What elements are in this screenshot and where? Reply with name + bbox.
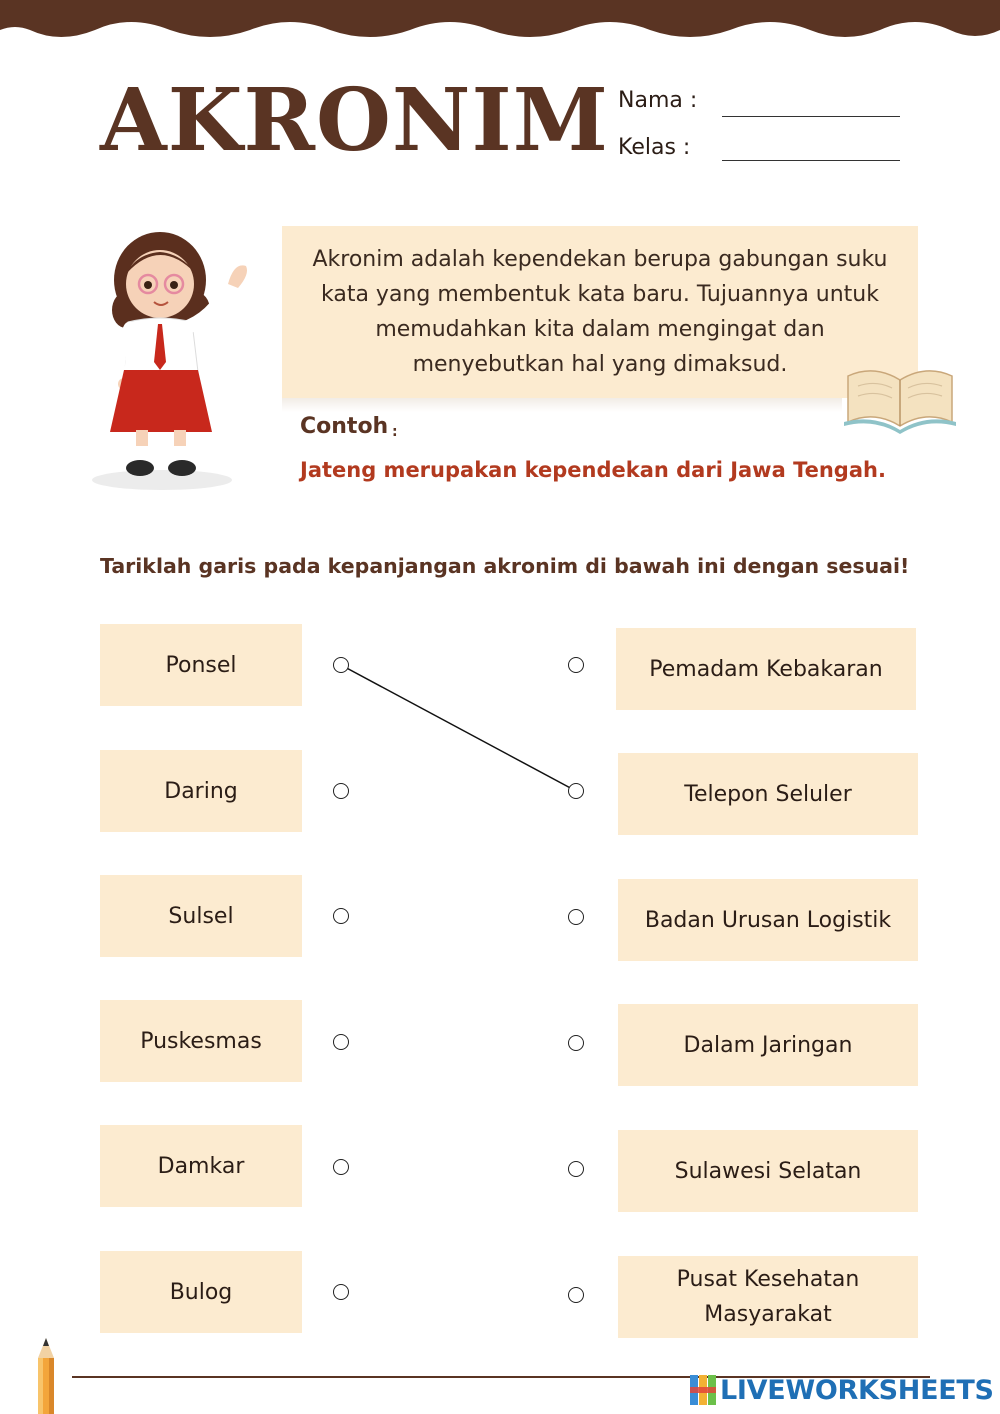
- schoolgirl-illustration: [88, 222, 268, 502]
- acronym-label: Ponsel: [165, 652, 237, 678]
- right-anchor-dot[interactable]: [568, 909, 584, 925]
- expansion-card: [618, 1130, 918, 1212]
- acronym-card: [100, 624, 302, 706]
- definition-shadow: [282, 398, 842, 412]
- example-text: Jateng merupakan kependekan dari Jawa Tengah.: [300, 458, 886, 482]
- left-anchor-dot[interactable]: [333, 783, 349, 799]
- liveworksheets-logo[interactable]: [690, 1374, 994, 1406]
- liveworksheets-logo-text: LIVEWORKSHEETS: [720, 1374, 994, 1406]
- expansion-label: Telepon Seluler: [684, 781, 852, 807]
- connection-line-ponsel-telepon: [341, 665, 576, 791]
- definition-text: Akronim adalah kependekan berupa gabungan suku kata yang membentuk kata baru. Tujuannya untuk memudahkan kita dalam mengingat dan menyebutkan hal yang dimaksud.: [312, 247, 888, 377]
- page-title: AKRONIM: [100, 70, 609, 171]
- acronym-label: Puskesmas: [140, 1028, 262, 1054]
- acronym-label: Sulsel: [168, 903, 234, 929]
- right-anchor-dot[interactable]: [568, 783, 584, 799]
- left-anchor-dot[interactable]: [333, 1159, 349, 1175]
- pencil-icon: [30, 1338, 62, 1414]
- example-colon: :: [392, 424, 398, 440]
- right-anchor-dot[interactable]: [568, 1287, 584, 1303]
- definition-box: [282, 226, 918, 398]
- instruction-text: Tariklah garis pada kepanjangan akronim di bawah ini dengan sesuai!: [100, 554, 910, 578]
- class-label: Kelas :: [618, 135, 691, 160]
- expansion-card: [618, 753, 918, 835]
- acronym-card: [100, 1000, 302, 1082]
- acronym-label: Bulog: [169, 1279, 233, 1305]
- expansion-label: Pusat Kesehatan Masyarakat: [676, 1267, 860, 1327]
- expansion-label: Badan Urusan Logistik: [644, 907, 892, 933]
- example-label: Contoh: [300, 414, 389, 439]
- left-anchor-dot[interactable]: [333, 908, 349, 924]
- acronym-label: Damkar: [157, 1153, 245, 1179]
- expansion-card: [618, 879, 918, 961]
- acronym-card: [100, 1251, 302, 1333]
- name-field[interactable]: [722, 116, 900, 117]
- expansion-label: Sulawesi Selatan: [674, 1158, 862, 1184]
- left-anchor-dot[interactable]: [333, 657, 349, 673]
- right-anchor-dot[interactable]: [568, 1035, 584, 1051]
- left-anchor-dot[interactable]: [333, 1034, 349, 1050]
- right-anchor-dot[interactable]: [568, 657, 584, 673]
- expansion-card: [616, 628, 916, 710]
- right-anchor-dot[interactable]: [568, 1161, 584, 1177]
- name-label: Nama :: [618, 88, 698, 113]
- expansion-card: [618, 1004, 918, 1086]
- open-book-icon: [842, 356, 958, 434]
- acronym-label: Daring: [164, 778, 238, 804]
- acronym-card: [100, 750, 302, 832]
- class-field[interactable]: [722, 160, 900, 161]
- expansion-label: Dalam Jaringan: [683, 1032, 853, 1058]
- expansion-card: [618, 1256, 918, 1338]
- left-anchor-dot[interactable]: [333, 1284, 349, 1300]
- scalloped-top-border: [0, 0, 1000, 48]
- liveworksheets-logo-icon: [690, 1375, 716, 1405]
- acronym-card: [100, 1125, 302, 1207]
- expansion-label: Pemadam Kebakaran: [649, 656, 883, 682]
- acronym-card: [100, 875, 302, 957]
